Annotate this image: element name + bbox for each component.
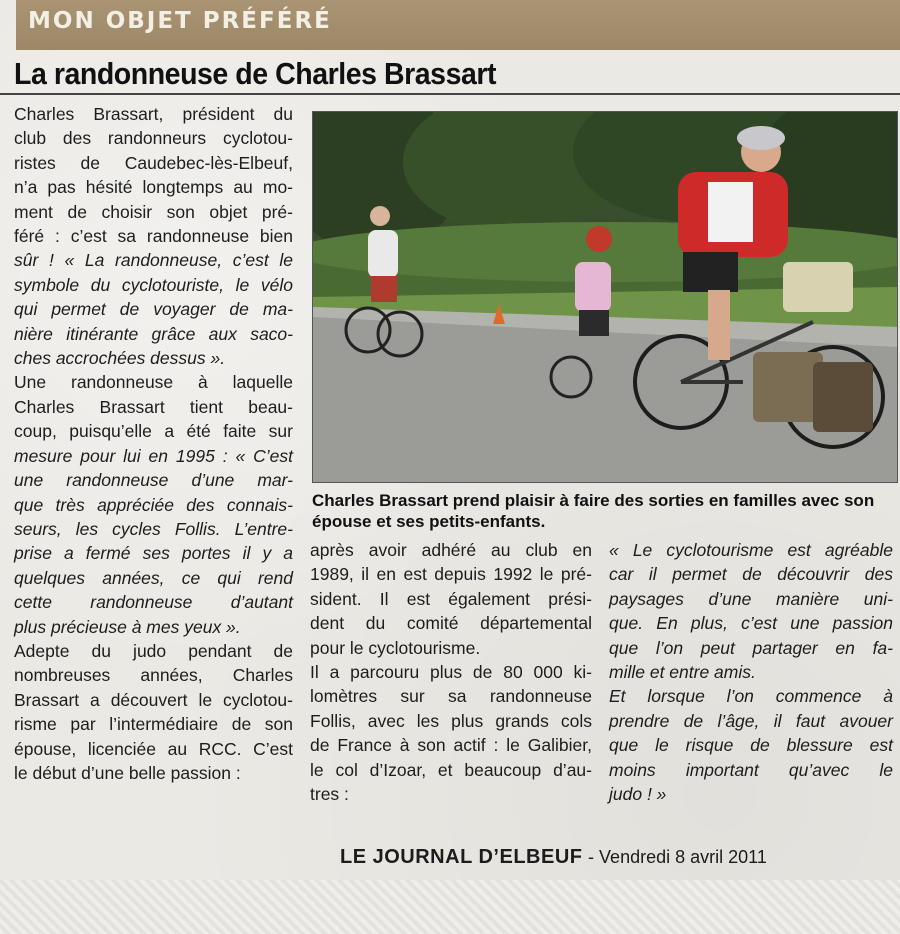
- publication-date: - Vendredi 8 avril 2011: [588, 847, 767, 867]
- text-line: Follis, avec les plus grands cols: [310, 710, 592, 731]
- text-line: quelques années, ce qui rend: [14, 567, 293, 588]
- text-line: après avoir adhéré au club en: [310, 540, 592, 560]
- text-line: une randonneuse d’une mar-: [14, 470, 293, 491]
- text-line: Charles Brassart, président du: [14, 104, 293, 124]
- text-line: plus précieuse à mes yeux ».: [14, 616, 241, 637]
- text-line: qui permet de voyager de ma-: [14, 299, 293, 320]
- newspaper-footer: [340, 846, 767, 869]
- text-line: ristes de Caudebec-lès-Elbeuf,: [14, 152, 293, 173]
- text-line: ment de choisir son objet pré-: [14, 201, 293, 222]
- text-line: coup, puisqu’elle a été faite sur: [14, 421, 293, 442]
- text-line: épouse, licenciée au RCC. C’est: [14, 738, 293, 759]
- text-line: tres :: [310, 784, 349, 805]
- text-line: pour le cyclotourisme.: [310, 637, 481, 658]
- text-line: club des randonneurs cyclotou-: [14, 128, 293, 149]
- text-line: féré : c’est sa randonneuse bien: [14, 226, 293, 247]
- article-column-1: [14, 102, 293, 785]
- text-line: Une randonneuse à laquelle: [14, 372, 293, 393]
- text-line: « Le cyclotourisme est agréable: [609, 540, 893, 560]
- text-line: nombreuses années, Charles: [14, 665, 293, 686]
- text-line: symbole du cyclotouriste, le vélo: [14, 274, 293, 295]
- newspaper-name: LE JOURNAL D’ELBEUF: [340, 846, 583, 868]
- text-line: que très appréciée des connais-: [14, 494, 293, 515]
- text-line: le début d’une belle passion :: [14, 762, 241, 783]
- text-line: prise a fermé ses portes il y a: [14, 543, 293, 564]
- article-headline: La randonneuse de Charles Brassart: [14, 56, 497, 91]
- cyclists-photo: [313, 112, 897, 482]
- section-banner: [16, 0, 900, 50]
- text-line: sûr ! « La randonneuse, c’est le: [14, 250, 293, 271]
- text-line: sident. Il est également prési-: [310, 588, 592, 609]
- article-photo: [312, 111, 898, 483]
- text-line: ches accrochées dessus ».: [14, 348, 226, 369]
- text-line: que le risque de blessure est: [609, 735, 893, 756]
- text-line: seurs, les cycles Follis. L’entre-: [14, 518, 293, 539]
- text-line: mesure pour lui en 1995 : « C’est: [14, 445, 293, 466]
- text-line: Brassart a découvert le cyclotou-: [14, 689, 293, 710]
- text-line: mille et entre amis.: [609, 662, 756, 683]
- text-line: n’a pas hésité longtemps au mo-: [14, 177, 293, 198]
- text-line: paysages d’une manière uni-: [609, 588, 893, 609]
- text-line: risme par l’intermédiaire de son: [14, 714, 293, 735]
- text-line: car il permet de découvrir des: [609, 564, 893, 585]
- text-line: lomètres sur sa randonneuse: [310, 686, 592, 707]
- text-line: prendre de l’âge, il faut avouer: [609, 710, 893, 731]
- page-bottom-texture: [0, 880, 900, 934]
- photo-caption: Charles Brassart prend plaisir à faire des sorties en familles avec son épouse et ses petits-enfants.: [312, 491, 875, 531]
- text-line: judo ! »: [609, 784, 667, 805]
- text-line: le col d’Izoar, et beaucoup d’au-: [310, 759, 592, 780]
- text-line: que. En plus, c’est une passion: [609, 613, 893, 634]
- section-banner-label: MON OBJET PRÉFÉRÉ: [28, 8, 332, 34]
- text-line: nière itinérante grâce aux saco-: [14, 323, 293, 344]
- text-line: Charles Brassart tient beau-: [14, 396, 293, 417]
- text-line: dent du comité départemental: [310, 613, 592, 634]
- headline-divider: [0, 93, 900, 95]
- text-line: Il a parcouru plus de 80 000 ki-: [310, 662, 592, 683]
- text-line: Adepte du judo pendant de: [14, 640, 293, 661]
- text-line: que l’on peut partager en fa-: [609, 637, 893, 658]
- text-line: cette randonneuse d’autant: [14, 592, 293, 613]
- text-line: moins important qu’avec le: [609, 759, 893, 780]
- text-line: 1989, il en est depuis 1992 le pré-: [310, 564, 592, 585]
- article-column-3: [609, 538, 893, 806]
- text-line: Et lorsque l’on commence à: [609, 686, 893, 707]
- article-column-2: [310, 538, 592, 806]
- text-line: de France à son actif : le Galibier,: [310, 735, 592, 756]
